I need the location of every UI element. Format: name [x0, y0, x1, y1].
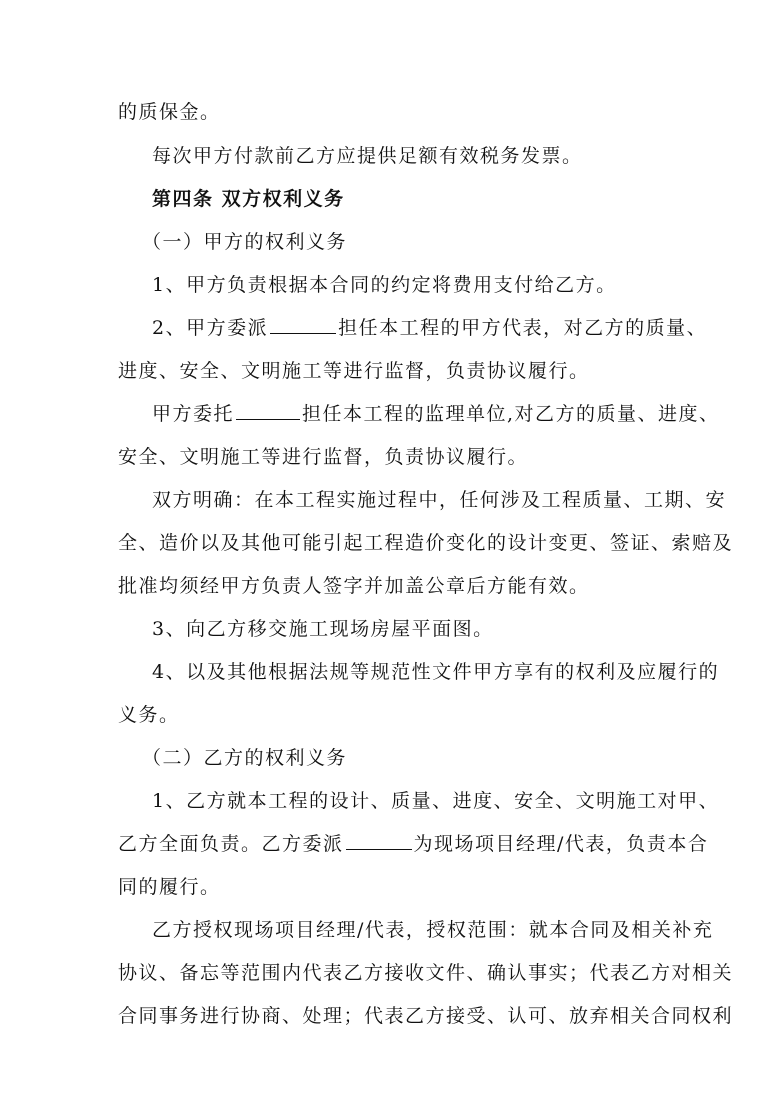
line-text: 担任本工程的监理单位,对乙方的质量、进度、 [302, 403, 720, 425]
paragraph-line [152, 316, 708, 340]
line-text: 乙方授权现场项目经理/代表，授权范围：就本合同及相关补充 [152, 919, 714, 941]
subheading-text: （一）甲方的权利义务 [142, 231, 348, 253]
paragraph-line [152, 918, 714, 942]
line-text: 同的履行。 [118, 876, 221, 898]
line-text: 双方明确：在本工程实施过程中，任何涉及工程质量、工期、安 [152, 489, 727, 511]
heading-text: 第四条 双方权利义务 [152, 188, 345, 210]
line-text: 进度、安全、文明施工等进行监督，负责协议履行。 [118, 360, 590, 382]
line-text: 4、以及其他根据法规等规范性文件甲方享有的权利及应履行的 [152, 661, 720, 683]
line-text: 安全、文明施工等进行监督，负责协议履行。 [118, 446, 529, 468]
paragraph-line [152, 273, 663, 297]
paragraph-line [152, 789, 720, 813]
paragraph-line [118, 961, 734, 985]
line-text: 义务。 [118, 704, 180, 726]
paragraph-line [152, 660, 720, 684]
line-text: 1、甲方负责根据本合同的约定将费用支付给乙方。 [152, 274, 617, 296]
line-text: 每次甲方付款前乙方应提供足额有效税务发票。 [152, 145, 583, 167]
section-heading [152, 187, 663, 211]
line-text: 协议、备忘等范围内代表乙方接收文件、确认事实；代表乙方对相关 [118, 962, 734, 984]
subsection-heading [142, 746, 653, 770]
line-text: 担任本工程的甲方代表，对乙方的质量、 [338, 317, 708, 339]
line-text: 3、向乙方移交施工现场房屋平面图。 [152, 618, 494, 640]
paragraph-line [118, 100, 663, 124]
line-text: 乙方全面负责。乙方委派 [118, 833, 344, 855]
paragraph-line [118, 703, 663, 727]
paragraph-line [152, 617, 663, 641]
paragraph-line [118, 359, 663, 383]
line-text: 甲方委托 [152, 403, 235, 425]
paragraph-line [118, 531, 734, 555]
paragraph-line [152, 402, 720, 426]
paragraph-line [118, 832, 709, 856]
paragraph-line [118, 1004, 734, 1028]
subsection-heading [142, 230, 653, 254]
paragraph-line [118, 875, 663, 899]
paragraph-line [118, 445, 663, 469]
line-text: 合同事务进行协商、处理；代表乙方接受、认可、放弃相关合同权利 [118, 1005, 734, 1027]
fill-in-blank [346, 848, 412, 850]
fill-in-blank [236, 418, 300, 420]
line-text: 2、甲方委派 [152, 317, 269, 339]
paragraph-line [152, 144, 663, 168]
line-text: 1、乙方就本工程的设计、质量、进度、安全、文明施工对甲、 [152, 790, 720, 812]
fill-in-blank [270, 332, 336, 334]
line-text: 批准均须经甲方负责人签字并加盖公章后方能有效。 [118, 575, 590, 597]
line-text: 全、造价以及其他可能引起工程造价变化的设计变更、签证、索赔及 [118, 532, 734, 554]
subheading-text: （二）乙方的权利义务 [142, 747, 348, 769]
paragraph-line [152, 488, 727, 512]
paragraph-line [118, 574, 663, 598]
line-text: 的质保金。 [118, 101, 221, 123]
line-text: 为现场项目经理/代表，负责本合 [413, 833, 709, 855]
